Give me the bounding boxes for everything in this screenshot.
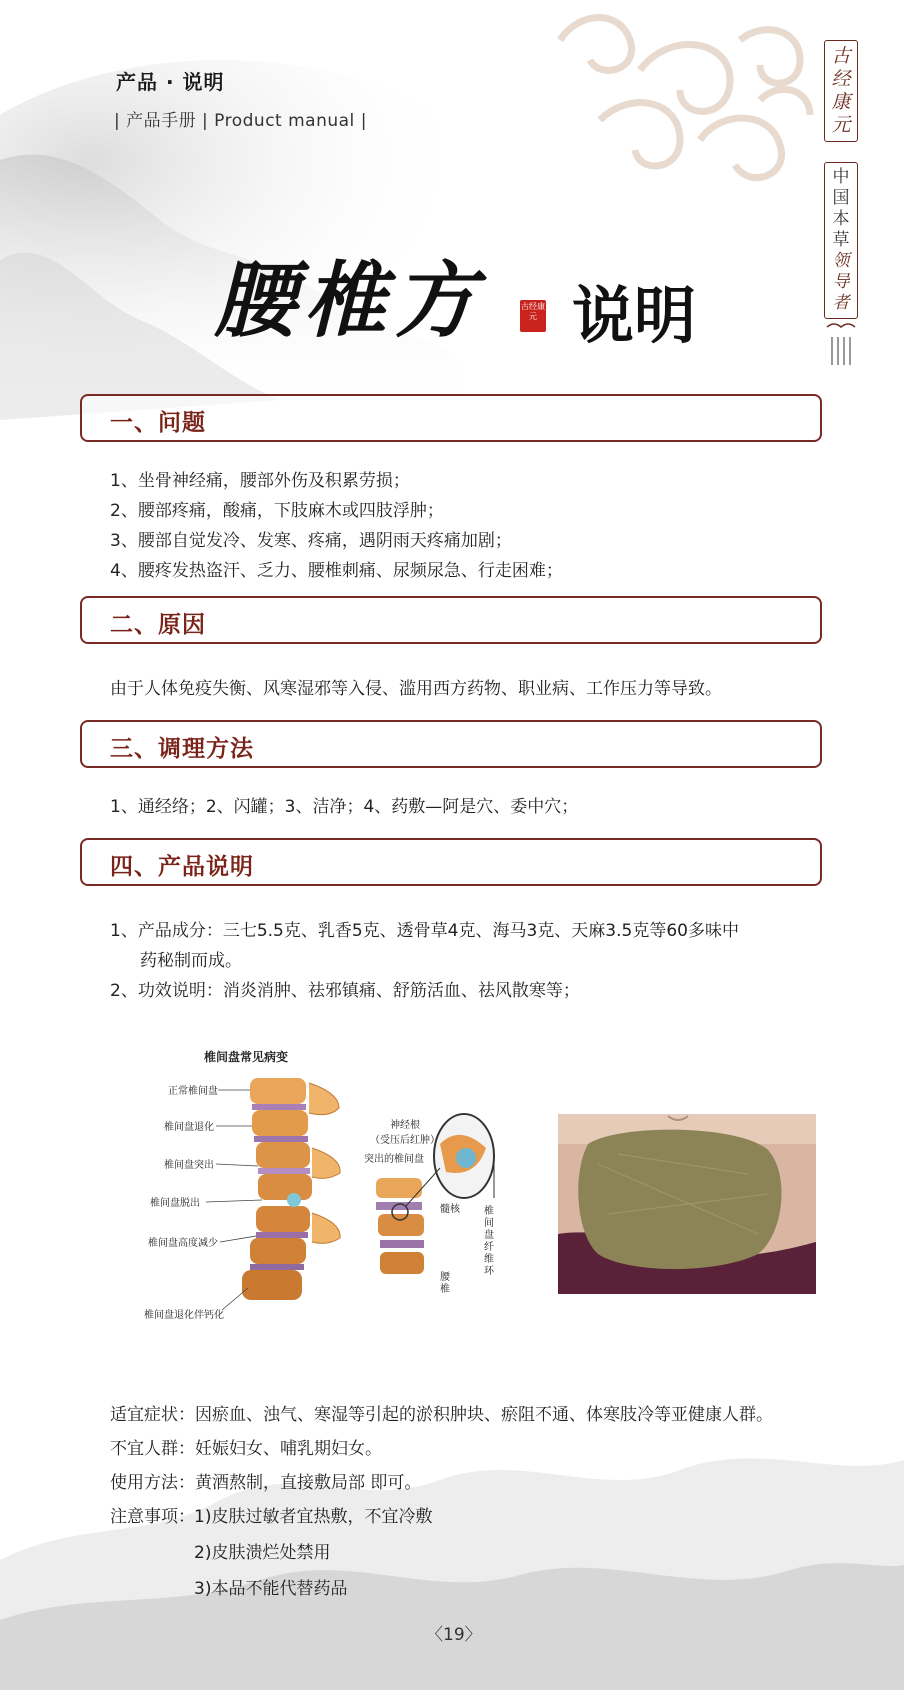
section-heading-cause: 二、原因 xyxy=(80,596,822,644)
brand-slogan-box: 中 国 本 草 领 导 者 xyxy=(824,162,858,319)
vertical-brand-banner xyxy=(824,40,858,373)
product-line-1: 1、产品成分：三七5.5克、乳香5克、透骨草4克、海马3克、天麻3.5克等60多味中 xyxy=(110,921,739,941)
caution-item-1: 1)皮肤过敏者宜热敷，不宜冷敷 xyxy=(194,1507,433,1527)
diagram-label-degeneration: 椎间盘退化 xyxy=(164,1122,214,1133)
header-subtitle: | 产品手册 | Product manual | xyxy=(114,111,367,131)
section-heading-problem: 一、问题 xyxy=(80,394,822,442)
caution-item-3: 3)本品不能代替药品 xyxy=(194,1579,348,1599)
diagram-detail-lumbar: 腰椎 xyxy=(440,1272,450,1295)
ornament-icon xyxy=(824,319,858,369)
product-line-2: 2、功效说明：消炎消肿、祛邪镇痛、舒筋活血、祛风散寒等； xyxy=(110,981,580,1001)
method-line: 1、通经络；2、闪罐；3、洁净；4、药敷—阿是穴、委中穴； xyxy=(110,797,579,817)
main-title: 腰椎方 xyxy=(214,253,484,349)
problem-line-4: 4、腰疼发热盗汗、乏力、腰椎刺痛、尿频尿急、行走困难； xyxy=(110,561,563,581)
problem-line-2: 2、腰部疼痛，酸痛，下肢麻木或四肢浮肿； xyxy=(110,501,444,521)
indication-text: 适宜症状：因瘀血、浊气、寒湿等引起的淤积肿块、瘀阻不通、体寒肢冷等亚健康人群。 xyxy=(110,1405,773,1425)
caution-item-2: 2)皮肤溃烂处禁用 xyxy=(194,1543,331,1563)
page-number: 〈19〉 xyxy=(426,1625,482,1645)
problem-line-1: 1、坐骨神经痛，腰部外伤及积累劳损； xyxy=(110,471,410,491)
problem-line-3: 3、腰部自觉发冷、发寒、疼痛，遇阴雨天疼痛加剧； xyxy=(110,531,512,551)
spine-diagram xyxy=(144,1048,506,1328)
usage-text: 使用方法：黄酒熬制，直接敷局部 即可。 xyxy=(110,1473,422,1493)
header-title: 产品 · 说明 xyxy=(116,70,225,94)
caution-label: 注意事项： xyxy=(110,1507,195,1527)
contraindication-text: 不宜人群：妊娠妇女、哺乳期妇女。 xyxy=(110,1439,382,1459)
main-title-suffix: 说明 xyxy=(572,279,697,352)
diagram-label-height-loss: 椎间盘高度减少 xyxy=(148,1238,218,1249)
diagram-title: 椎间盘常见病变 xyxy=(204,1050,289,1064)
section-heading-product: 四、产品说明 xyxy=(80,838,822,886)
diagram-detail-annulus: 椎间盘纤维环 xyxy=(484,1206,494,1277)
diagram-detail-root: 神经根 （受压后红肿） xyxy=(370,1120,440,1146)
product-line-1-cont: 药秘制而成。 xyxy=(140,951,242,971)
product-application-photo xyxy=(558,1114,816,1294)
diagram-label-herniation: 椎间盘突出 xyxy=(164,1160,214,1171)
brand-name-box: 古 经 康 元 xyxy=(824,40,858,142)
diagram-label-normal: 正常椎间盘 xyxy=(168,1086,218,1097)
diagram-detail-nucleus: 髓核 xyxy=(440,1204,460,1215)
red-seal-stamp: 古经康元 xyxy=(520,300,546,332)
section-heading-method: 三、调理方法 xyxy=(80,720,822,768)
diagram-label-prolapse: 椎间盘脱出 xyxy=(150,1198,200,1209)
diagram-label-calcification: 椎间盘退化伴钙化 xyxy=(144,1310,224,1321)
cause-line: 由于人体免疫失衡、风寒湿邪等入侵、滥用西方药物、职业病、工作压力等导致。 xyxy=(110,679,722,699)
diagram-detail-herniated: 突出的椎间盘 xyxy=(364,1154,424,1165)
